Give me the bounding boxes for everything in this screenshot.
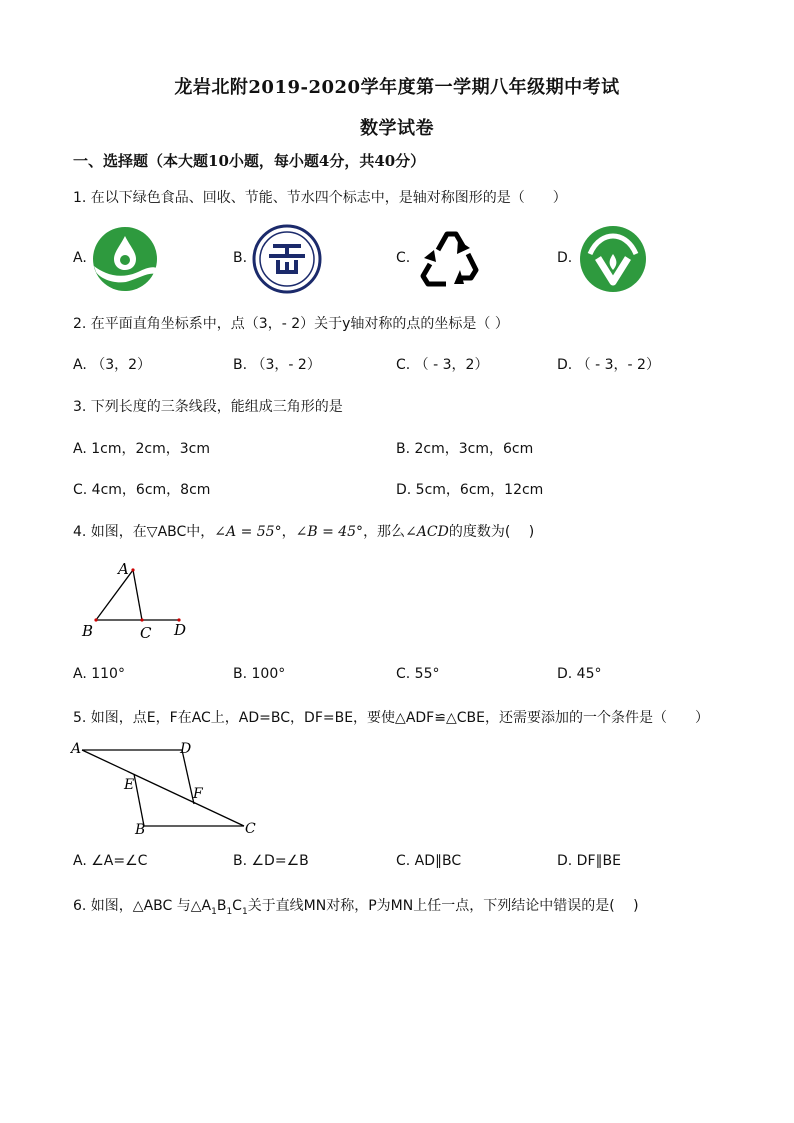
q1-option-a-label: A. <box>73 250 87 266</box>
q3-option-a: A. 1cm，2cm，3cm <box>73 441 210 457</box>
q5-option-c: C. AD∥BC <box>396 853 462 869</box>
q4-option-a: A. 110° <box>73 666 125 682</box>
q6-letter-c: C <box>232 898 242 914</box>
q4-stem-prefix: 4. 如图，在▽ABC中， <box>73 524 215 540</box>
q4-stem-suffix: 的度数为( ) <box>448 524 535 540</box>
exam-title: 龙岩北附2019-2020学年度第一学期八年级期中考试 <box>174 77 620 98</box>
recycle-logo-icon <box>416 226 482 292</box>
q6-letter-b: B <box>216 898 227 914</box>
water-saving-logo-icon <box>578 224 648 294</box>
q6-sub-a1: 1 <box>211 906 217 917</box>
q4-side-ac <box>133 570 142 620</box>
question-3-stem: 3. 下列长度的三条线段，能组成三角形的是 <box>73 399 343 415</box>
q2-option-c: C. （ - 3，2） <box>396 357 489 373</box>
q6-stem-suffix: 关于直线MN对称，P为MN上任一点，下列结论中错误的是( ) <box>247 898 639 914</box>
question-2-stem: 2. 在平面直角坐标系中，点（3，- 2）关于y轴对称的点的坐标是（ ） <box>73 316 509 332</box>
q2-option-d: D. （ - 3，- 2） <box>557 357 660 373</box>
q4-option-d: D. 45° <box>557 666 602 682</box>
q1-option-b-label: B. <box>233 250 248 266</box>
q5-option-d: D. DF∥BE <box>557 853 621 869</box>
q4-label-c: C <box>140 624 152 642</box>
q5-label-c: C <box>245 821 256 837</box>
q2-option-b: B. （3，- 2） <box>233 357 321 373</box>
q4-angle-b: ∠B = 45° <box>295 524 364 540</box>
q4-point-b <box>94 618 97 621</box>
section-heading-choice: 一、选择题（本大题10小题，每小题4分，共40分） <box>73 152 426 170</box>
q5-diagonal-ac <box>82 750 244 826</box>
q5-option-a: A. ∠A=∠C <box>73 853 148 869</box>
energy-saving-logo-icon <box>252 224 322 294</box>
q4-label-b: B <box>82 622 94 640</box>
q6-sub-c1: 1 <box>241 906 248 917</box>
green-food-logo-icon <box>90 226 160 292</box>
q3-option-c: C. 4cm，6cm，8cm <box>73 482 211 498</box>
question-1-stem: 1. 在以下绿色食品、回收、节能、节水四个标志中，是轴对称图形的是（ ） <box>73 190 567 206</box>
q4-point-c <box>140 618 143 621</box>
q4-label-a: A <box>118 560 129 578</box>
q4-label-d: D <box>174 621 187 639</box>
q4-sep: ， <box>281 524 296 540</box>
exam-subtitle: 数学试卷 <box>360 118 434 139</box>
q5-option-b: B. ∠D=∠B <box>233 853 309 869</box>
q5-label-b: B <box>135 822 146 838</box>
q5-side-eb <box>134 774 144 826</box>
question-4-stem <box>73 521 534 541</box>
q3-option-b: B. 2cm，3cm，6cm <box>396 441 534 457</box>
q6-sub-b1: 1 <box>226 906 233 917</box>
q4-angle-a: ∠A = 55° <box>214 524 282 540</box>
q4-point-a <box>131 568 134 571</box>
question-6-stem <box>73 895 639 917</box>
q5-label-f: F <box>193 786 203 802</box>
q1-option-d-label: D. <box>557 250 573 266</box>
q5-label-a: A <box>71 741 82 757</box>
q5-label-d: D <box>180 741 192 757</box>
q4-stem-mid: ，那么 <box>363 524 406 540</box>
q2-option-a: A. （3，2） <box>73 357 152 373</box>
q4-option-b: B. 100° <box>233 666 286 682</box>
q3-option-d: D. 5cm，6cm，12cm <box>396 482 544 498</box>
q4-option-c: C. 55° <box>396 666 440 682</box>
q1-option-c-label: C. <box>396 250 411 266</box>
question-5-stem: 5. 如图，点E，F在AC上，AD=BC，DF=BE，要使△ADF≌△CBE，还需要添加的一个条件是（ ） <box>73 710 709 726</box>
q5-parallelogram-figure <box>68 738 268 838</box>
q5-label-e: E <box>124 777 135 793</box>
q4-angle-acd: ∠ACD <box>405 524 449 540</box>
q6-stem-prefix: 6. 如图，△ABC 与△A <box>73 898 212 914</box>
q4-triangle-figure <box>76 558 196 644</box>
